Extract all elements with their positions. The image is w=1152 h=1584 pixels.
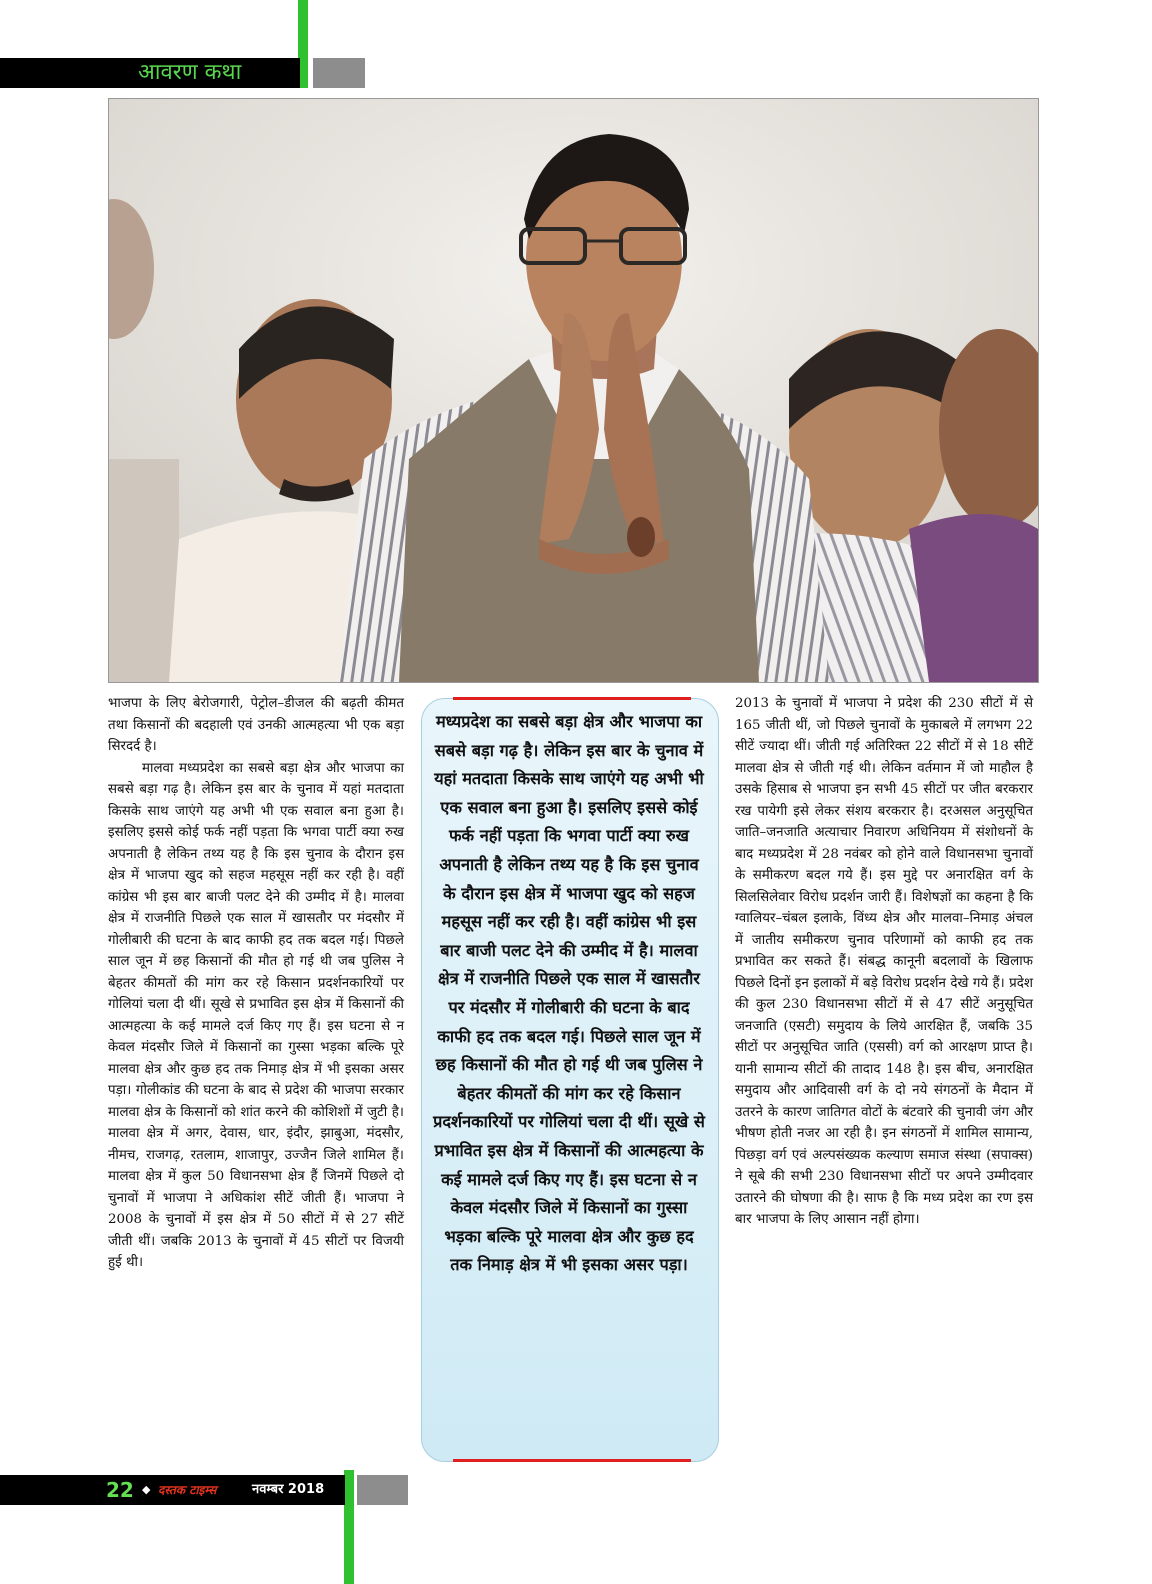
section-label: आवरण कथा [138,60,242,85]
cover-photo-illustration [109,99,1038,682]
pull-quote-text: मध्यप्रदेश का सबसे बड़ा क्षेत्र और भाजपा का सबसे बड़ा गढ़ है। लेकिन इस बार के चुनाव में यहां मतदाता किसके साथ जाएंगे यह अभी भी एक सवाल बना हुआ है। इसलिए इससे कोई फर्क नहीं पड़ता कि भगवा पार्टी क्या रुख अपनाती है लेकिन तथ्य यह है कि इस चुनाव के दौरान इस क्षेत्र में भाजपा खुद को सहज महसूस नहीं कर रही है। वहीं कांग्रेस भी इस बार बाजी पलट देने की उम्मीद में है। मालवा क्षेत्र में राजनीति पिछले एक साल में खासतौर पर मंदसौर में गोलीबारी की घटना के बाद काफी हद तक बदल गई। पिछले साल जून में छह किसानों की मौत हो गई थी जब पुलिस ने बेहतर कीमतों की मांग कर रहे किसान प्रदर्शनकारियों पर गोलियां चला दी थीं। सूखे से प्रभावित इस क्षेत्र में किसानों की आत्महत्या के कई मामले दर्ज किए गए हैं। इस घटना से न केवल मंदसौर जिले में किसानों का गुस्सा भड़का बल्कि पूरे मालवा क्षेत्र और कुछ हद तक निमाड़ क्षेत्र में भी इसका असर पड़ा। [433,712,705,1275]
article-column-left [108,693,404,1274]
page-number: 22 [106,1478,134,1502]
header-gray-block [313,58,365,88]
issue-date: नवम्बर 2018 [252,1482,325,1497]
cover-photo [108,98,1039,683]
footer-green-bar [344,1470,354,1584]
article-paragraph: भाजपा के लिए बेरोजगारी, पेट्रोल–डीजल की बढ़ती कीमत तथा किसानों की बदहाली एवं उनकी आत्महत्या भी एक बड़ा सिरदर्द है। [108,696,404,754]
footer-separator-icon: ◆ [142,1483,151,1496]
footer-gray-block [357,1475,408,1505]
pull-quote-top-rule [453,697,691,700]
magazine-logo: दस्तक टाइम्स [158,1483,217,1497]
article-paragraph: 2013 के चुनावों में भाजपा ने प्रदेश की 230 सीटों में से 165 जीती थीं, जो पिछले चुनावों के मुकाबले में लगभग 22 सीटें ज्यादा थीं। जीती गई अतिरिक्त 22 सीटों में से 18 सीटें मालवा क्षेत्र से जीती गई थी। लेकिन वर्तमान में जो माहौल है उसके हिसाब से भाजपा इन सभी 45 सीटों पर जीत बरकरार रख पायेगी इसे लेकर संशय बरकरार है। दरअसल अनुसूचित जाति–जनजाति अत्याचार निवारण अधिनियम में संशोधनों के बाद मध्यप्रदेश में 28 नवंबर को होने वाले विधानसभा चुनावों के समीकरण बदल गये हैं। इस मुद्दे पर अनारक्षित वर्ग के सिलसिलेवार विरोध प्रदर्शन जारी हैं। विशेषज्ञों का कहना है कि ग्वालियर–चंबल इलाके, विंध्य क्षेत्र और मालवा–निमाड़ अंचल में जातीय समीकरण चुनाव परिणामों को काफी हद तक प्रभावित कर सकते हैं। संबद्ध कानूनी बदलावों के खिलाफ पिछले दिनों इन इलाकों में बड़े विरोध प्रदर्शन देखे गये हैं। प्रदेश की कुल 230 विधानसभा सीटों में से 47 सीटें अनुसूचित जनजाति (एसटी) समुदाय के लिये आरक्षित हैं, जबकि 35 सीटों पर अनुसूचित जाति (एससी) वर्ग को आरक्षण प्राप्त है। यानी सामान्य सीटों की तादाद 148 है। इस बीच, अनारक्षित समुदाय और आदिवासी वर्ग के दो नये संगठनों के मैदान में उतरने के कारण जातिगत वोटों के बंटवारे की चुनावी जंग और भीषण होती नजर आ रही है। इन संगठनों में शामिल सामान्य, पिछड़ा वर्ग एवं अल्पसंख्यक कल्याण समाज संस्था (सपाक्स) ने सूबे की सभी 230 विधानसभा सीटों पर अपने उम्मीदवार उतारने की घोषणा की है। साफ है कि मध्य प्रदेश का रण इस बार भाजपा के लिए आसान नहीं होगा। [735,696,1033,1227]
pull-quote-bottom-rule [453,1459,691,1462]
article-column-right [735,693,1033,1231]
article-paragraph: मालवा मध्यप्रदेश का सबसे बड़ा क्षेत्र और भाजपा का सबसे बड़ा गढ़ है। लेकिन इस बार के चुनाव में यहां मतदाता किसके साथ जाएंगे यह अभी भी एक सवाल बना हुआ है। इसलिए इससे कोई फर्क नहीं पड़ता कि भगवा पार्टी क्या रुख अपनाती है लेकिन तथ्य यह है कि इस चुनाव के दौरान इस क्षेत्र में भाजपा खुद को सहज महसूस नहीं कर रही है। वहीं कांग्रेस भी इस बार बाजी पलट देने की उम्मीद में है। मालवा क्षेत्र में राजनीति पिछले एक साल में खासतौर पर मंदसौर में गोलीबारी की घटना के बाद काफी हद तक बदल गई। पिछले साल जून में छह किसानों की मौत हो गई थी जब पुलिस ने बेहतर कीमतों की मांग कर रहे किसान प्रदर्शनकारियों पर गोलियां चला दी थीं। सूखे से प्रभावित इस क्षेत्र में किसानों की आत्महत्या के कई मामले दर्ज किए गए हैं। इस घटना से न केवल मंदसौर जिले में किसानों का गुस्सा भड़का बल्कि पूरे मालवा क्षेत्र और कुछ हद तक निमाड़ क्षेत्र में भी इसका असर पड़ा। गोलीकांड की घटना के बाद से प्रदेश की भाजपा सरकार मालवा क्षेत्र के किसानों को शांत करने की कोशिशों में जुटी है। मालवा क्षेत्र में अगर, देवास, धार, इंदौर, झाबुआ, मंदसौर, नीमच, राजगढ़, रतलाम, शाजापुर, उज्जैन जिले शामिल हैं। मालवा क्षेत्र में कुल 50 विधानसभा क्षेत्र हैं जिनमें पिछले दो चुनावों में भाजपा ने अधिकांश सीटें जीती हैं। भाजपा ने 2008 के चुनावों में इस क्षेत्र में 50 सीटों में से 27 सीटें जीती थीं। जबकि 2013 के चुनावों में 45 सीटों पर विजयी हुई थी। [108,760,404,1270]
